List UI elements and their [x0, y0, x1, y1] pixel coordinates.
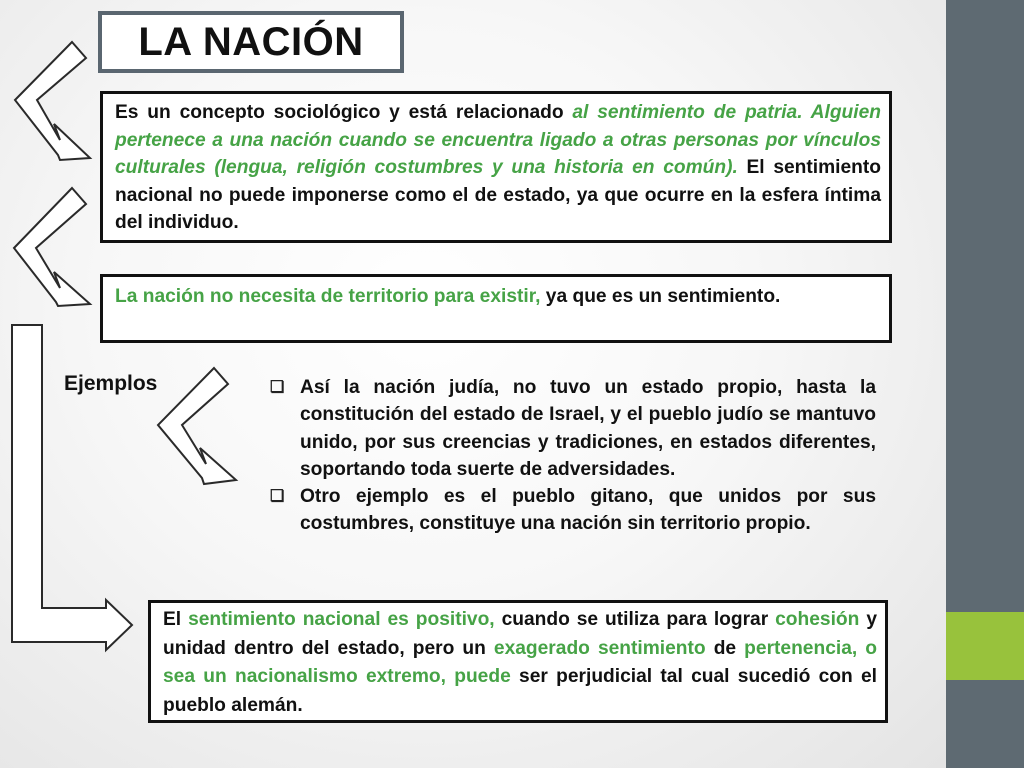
definition-part1: Es un concepto sociológico y está relacionado [115, 102, 573, 123]
definition-box [100, 91, 892, 243]
checkbox-bullet-icon: ❏ [270, 488, 285, 506]
conclusion-text [163, 606, 877, 720]
sidebar-accent-block [946, 612, 1024, 680]
conclusion-box [148, 600, 888, 723]
conclusion-highlight-4: pertenencia, o sea un nacionalismo extremo, puede [163, 637, 877, 687]
page-title: LA NACIÓN [138, 19, 364, 64]
territory-box [100, 274, 892, 343]
chevron-arrow-icon [15, 42, 90, 160]
definition-text [115, 99, 881, 237]
conclusion-seg-7: de [705, 637, 745, 659]
example-text: Otro ejemplo es el pueblo gitano, que unidos por sus costumbres, constituye una nación sin territorio propio. [300, 486, 876, 535]
territory-highlight: La nación no necesita de territorio para existir, [115, 286, 541, 307]
examples-label: Ejemplos [64, 372, 158, 395]
conclusion-highlight-2: cohesión [775, 609, 860, 630]
conclusion-seg-1: El [163, 609, 189, 630]
conclusion-seg-5: y unidad dentro del estado, pero un [163, 609, 877, 659]
conclusion-highlight-3: exagerado sentimiento [493, 637, 706, 659]
example-text: Así la nación judía, no tuvo un estado propio, hasta la constitución del estado de Israel, y el pueblo judío se mantuvo unido, por sus creencias y tradiciones, en estados diferentes, soportando toda suerte de adversidades. [300, 377, 876, 480]
chevron-arrow-icon [14, 188, 90, 306]
conclusion-highlight-1: sentimiento nacional es positivo, [188, 609, 495, 630]
chevron-arrow-icon [158, 368, 236, 484]
definition-part3: El sentimiento nacional no puede imponerse como el de estado, ya que ocurre en la esfera íntima del individuo. [115, 157, 882, 233]
checkbox-bullet-icon: ❏ [270, 379, 285, 396]
definition-highlight: al sentimiento de patria. Alguien pertenece a una nación cuando se encuentra ligado a otras personas por vínculos culturales (lengua, religión costumbres y una historia en común). [115, 102, 881, 178]
list-item [270, 374, 876, 483]
territory-part2: ya que es un sentimiento. [540, 286, 781, 307]
territory-text [115, 283, 881, 311]
conclusion-seg-9: ser perjudicial tal cual sucedió con el pueblo alemán. [163, 666, 877, 716]
conclusion-seg-3: cuando se utiliza para lograr [494, 609, 776, 630]
list-item [270, 483, 876, 538]
examples-list [270, 374, 876, 538]
title-box [98, 11, 404, 73]
slide-sidebar [946, 0, 1024, 768]
